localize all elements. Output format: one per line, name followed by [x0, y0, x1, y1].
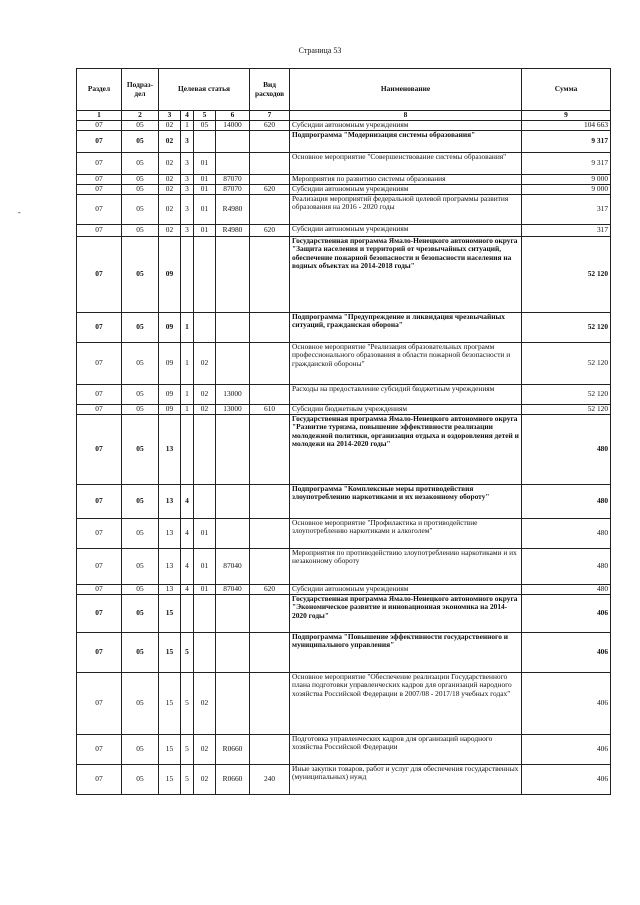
row-razdel: 07 — [77, 734, 122, 764]
row-razdel: 07 — [77, 312, 122, 342]
row-vid — [250, 174, 290, 184]
row-cel-2: 3 — [181, 174, 194, 184]
row-cel-1: 02 — [159, 184, 181, 194]
row-razdel: 07 — [77, 152, 122, 174]
row-cel-4 — [216, 342, 250, 384]
row-razdel: 07 — [77, 672, 122, 734]
row-cel-2: 3 — [181, 194, 194, 224]
row-cel-4: 87070 — [216, 184, 250, 194]
header-row — [77, 69, 611, 111]
row-cel-4: 13000 — [216, 404, 250, 414]
row-cel-1: 13 — [159, 584, 181, 594]
row-vid — [250, 152, 290, 174]
budget-table — [76, 68, 611, 795]
row-vid — [250, 632, 290, 672]
row-cel-1: 02 — [159, 224, 181, 236]
table-row — [77, 194, 611, 224]
row-podrazdel: 05 — [122, 518, 159, 548]
row-vid — [250, 384, 290, 404]
row-podrazdel: 05 — [122, 152, 159, 174]
row-razdel: 07 — [77, 404, 122, 414]
row-cel-4 — [216, 672, 250, 734]
row-vid — [250, 518, 290, 548]
row-name: Мероприятия по противодействию злоупотреблению наркотиками и их незаконному обороту — [290, 548, 522, 584]
row-name: Подпрограмма "Модернизация системы образования" — [290, 130, 522, 152]
row-cel-4: R0660 — [216, 764, 250, 794]
col-number: 5 — [194, 111, 216, 121]
header-razdel: Раздел — [77, 69, 122, 111]
row-vid — [250, 548, 290, 584]
row-cel-3: 01 — [194, 224, 216, 236]
row-podrazdel: 05 — [122, 130, 159, 152]
row-cel-3 — [194, 484, 216, 518]
table-row — [77, 384, 611, 404]
row-cel-3: 02 — [194, 342, 216, 384]
row-razdel: 07 — [77, 584, 122, 594]
row-cel-3 — [194, 414, 216, 484]
row-vid: 610 — [250, 404, 290, 414]
row-cel-1: 13 — [159, 548, 181, 584]
col-number: 2 — [122, 111, 159, 121]
row-razdel: 07 — [77, 764, 122, 794]
row-name: Субсидии автономным учреждениям — [290, 224, 522, 236]
row-sum: 104 663 — [522, 120, 611, 130]
table-row — [77, 312, 611, 342]
row-cel-4: 14000 — [216, 120, 250, 130]
table-row — [77, 594, 611, 632]
row-podrazdel: 05 — [122, 174, 159, 184]
row-vid: 620 — [250, 224, 290, 236]
row-name: Подпрограмма "Предупреждение и ликвидация чрезвычайных ситуаций, гражданская оборона" — [290, 312, 522, 342]
row-cel-2: 3 — [181, 224, 194, 236]
row-name: Субсидии автономным учреждениям — [290, 584, 522, 594]
table-row — [77, 120, 611, 130]
row-cel-2: 1 — [181, 342, 194, 384]
row-name: Основное мероприятие "Обеспечение реализации Государственного плана подготовки управленческих кадров для организаций народного хозяйства Российской Федерации в 2007/08 - 2017/18 учебных годах" — [290, 672, 522, 734]
row-cel-3 — [194, 130, 216, 152]
table-row — [77, 404, 611, 414]
row-cel-4: R4980 — [216, 224, 250, 236]
row-cel-2: 5 — [181, 734, 194, 764]
row-name: Субсидии автономным учреждениям — [290, 184, 522, 194]
row-cel-4 — [216, 632, 250, 672]
row-cel-1: 02 — [159, 152, 181, 174]
row-razdel: 07 — [77, 184, 122, 194]
row-name: Подпрограмма "Комплексные меры противодействия злоупотреблению наркотиками и их незаконному обороту" — [290, 484, 522, 518]
row-cel-2: 1 — [181, 312, 194, 342]
row-cel-2: 3 — [181, 130, 194, 152]
row-name: Подпрограмма "Повышение эффективности государственного и муниципального управления" — [290, 632, 522, 672]
row-podrazdel: 05 — [122, 484, 159, 518]
row-sum: 406 — [522, 734, 611, 764]
row-cel-1: 09 — [159, 312, 181, 342]
row-name: Субсидии автономным учреждениям — [290, 120, 522, 130]
table-row — [77, 672, 611, 734]
row-sum: 52 120 — [522, 342, 611, 384]
row-razdel: 07 — [77, 194, 122, 224]
table-row — [77, 236, 611, 312]
row-cel-4 — [216, 130, 250, 152]
row-cel-1: 15 — [159, 672, 181, 734]
row-name: Государственная программа Ямало-Ненецкого автономного округа "Экономическое развитие и инновационная экономика на 2014-2020 годы" — [290, 594, 522, 632]
row-cel-4: 13000 — [216, 384, 250, 404]
row-cel-4: R4980 — [216, 194, 250, 224]
row-sum: 9 317 — [522, 152, 611, 174]
row-cel-1: 02 — [159, 194, 181, 224]
col-number: 7 — [250, 111, 290, 121]
row-cel-1: 13 — [159, 484, 181, 518]
row-name: Расходы на предоставление субсидий бюджетным учреждениям — [290, 384, 522, 404]
table-row — [77, 152, 611, 174]
row-vid — [250, 194, 290, 224]
table-row — [77, 734, 611, 764]
row-cel-1: 09 — [159, 404, 181, 414]
row-razdel: 07 — [77, 342, 122, 384]
row-cel-2: 5 — [181, 632, 194, 672]
row-podrazdel: 05 — [122, 384, 159, 404]
row-cel-1: 13 — [159, 518, 181, 548]
col-number: 6 — [216, 111, 250, 121]
row-podrazdel: 05 — [122, 120, 159, 130]
row-podrazdel: 05 — [122, 184, 159, 194]
row-sum: 480 — [522, 414, 611, 484]
row-podrazdel: 05 — [122, 594, 159, 632]
row-cel-2: 3 — [181, 152, 194, 174]
row-cel-4 — [216, 518, 250, 548]
row-name: Основное мероприятие "Реализация образовательных программ профессионального образования в области пожарной безопасности и гражданской обороны" — [290, 342, 522, 384]
row-cel-4 — [216, 236, 250, 312]
row-podrazdel: 05 — [122, 194, 159, 224]
table-row — [77, 174, 611, 184]
header-name: Наименование — [290, 69, 522, 111]
row-cel-3: 02 — [194, 384, 216, 404]
row-sum: 52 120 — [522, 404, 611, 414]
row-razdel: 07 — [77, 174, 122, 184]
row-vid — [250, 130, 290, 152]
row-vid — [250, 594, 290, 632]
row-cel-2: 4 — [181, 584, 194, 594]
row-cel-3 — [194, 312, 216, 342]
row-name: Мероприятия по развитию системы образования — [290, 174, 522, 184]
row-cel-3: 02 — [194, 404, 216, 414]
row-name: Подготовка управленческих кадров для организаций народного хозяйства Российской Федерации — [290, 734, 522, 764]
row-name: Государственная программа Ямало-Ненецкого автономного округа "Развитие туризма, повышение эффективности реализации молодежной политики, организация отдыха и оздоровления детей и молодежи на 2014-2020 годы" — [290, 414, 522, 484]
row-sum: 480 — [522, 584, 611, 594]
row-sum: 9 000 — [522, 184, 611, 194]
row-sum: 480 — [522, 484, 611, 518]
row-cel-3: 01 — [194, 184, 216, 194]
row-podrazdel: 05 — [122, 632, 159, 672]
row-cel-2: 1 — [181, 404, 194, 414]
col-number: 9 — [522, 111, 611, 121]
row-podrazdel: 05 — [122, 584, 159, 594]
col-number: 3 — [159, 111, 181, 121]
row-vid — [250, 312, 290, 342]
row-cel-1: 02 — [159, 174, 181, 184]
row-name: Государственная программа Ямало-Ненецкого автономного округа "Защита населения и территорий от чрезвычайных ситуаций, обеспечение пожарной безопасности и безопасности населения на водных объектах на 2014-2018 годы" — [290, 236, 522, 312]
header-podrazdel: Подраз-дел — [122, 69, 159, 111]
row-cel-2: 4 — [181, 484, 194, 518]
row-cel-2: 5 — [181, 672, 194, 734]
row-cel-1: 02 — [159, 130, 181, 152]
row-razdel: 07 — [77, 484, 122, 518]
row-cel-1: 15 — [159, 764, 181, 794]
row-name: Реализация мероприятий федеральной целевой программы развития образования на 2016 - 2020 годы — [290, 194, 522, 224]
row-cel-3 — [194, 236, 216, 312]
row-podrazdel: 05 — [122, 236, 159, 312]
row-podrazdel: 05 — [122, 312, 159, 342]
row-sum: 9 317 — [522, 130, 611, 152]
row-cel-4: R0660 — [216, 734, 250, 764]
row-cel-1: 09 — [159, 384, 181, 404]
table-row — [77, 584, 611, 594]
row-vid — [250, 672, 290, 734]
row-vid: 620 — [250, 120, 290, 130]
table-row — [77, 184, 611, 194]
row-name: Иные закупки товаров, работ и услуг для обеспечения государственных (муниципальных) нужд — [290, 764, 522, 794]
row-cel-3: 01 — [194, 548, 216, 584]
row-cel-2: 4 — [181, 548, 194, 584]
row-cel-4: 87070 — [216, 174, 250, 184]
row-cel-3: 01 — [194, 174, 216, 184]
row-sum: 406 — [522, 672, 611, 734]
row-cel-3: 02 — [194, 734, 216, 764]
row-cel-4 — [216, 484, 250, 518]
row-razdel: 07 — [77, 236, 122, 312]
row-vid — [250, 414, 290, 484]
margin-mark: - — [18, 208, 21, 217]
row-sum: 406 — [522, 632, 611, 672]
row-cel-2 — [181, 414, 194, 484]
row-cel-4 — [216, 152, 250, 174]
row-podrazdel: 05 — [122, 414, 159, 484]
row-cel-4: 87040 — [216, 548, 250, 584]
row-cel-2 — [181, 236, 194, 312]
row-cel-3: 05 — [194, 120, 216, 130]
row-vid: 240 — [250, 764, 290, 794]
row-sum: 52 120 — [522, 312, 611, 342]
row-sum: 317 — [522, 194, 611, 224]
row-sum: 9 000 — [522, 174, 611, 184]
row-cel-2: 3 — [181, 184, 194, 194]
row-razdel: 07 — [77, 632, 122, 672]
page-number-label: Страница 53 — [298, 46, 342, 55]
row-name: Субсидии бюджетным учреждениям — [290, 404, 522, 414]
row-cel-4 — [216, 414, 250, 484]
row-cel-1: 15 — [159, 632, 181, 672]
row-razdel: 07 — [77, 120, 122, 130]
row-cel-3: 01 — [194, 152, 216, 174]
header-celevaya: Целевая статья — [159, 69, 250, 111]
header-summa: Сумма — [522, 69, 611, 111]
column-number-row — [77, 111, 611, 121]
row-cel-4: 87040 — [216, 584, 250, 594]
row-cel-4 — [216, 312, 250, 342]
row-cel-2: 1 — [181, 384, 194, 404]
row-cel-2: 4 — [181, 518, 194, 548]
row-cel-3: 02 — [194, 672, 216, 734]
row-podrazdel: 05 — [122, 734, 159, 764]
table-row — [77, 342, 611, 384]
row-sum: 406 — [522, 764, 611, 794]
row-sum: 52 120 — [522, 384, 611, 404]
row-cel-2: 1 — [181, 120, 194, 130]
row-razdel: 07 — [77, 414, 122, 484]
row-cel-3: 01 — [194, 194, 216, 224]
row-vid — [250, 236, 290, 312]
row-cel-1: 15 — [159, 594, 181, 632]
row-name: Основное мероприятие "Совершенствование системы образования" — [290, 152, 522, 174]
row-podrazdel: 05 — [122, 548, 159, 584]
row-cel-3: 01 — [194, 584, 216, 594]
row-sum: 406 — [522, 594, 611, 632]
row-vid — [250, 734, 290, 764]
row-sum: 480 — [522, 548, 611, 584]
table-row — [77, 414, 611, 484]
row-vid — [250, 342, 290, 384]
row-cel-3: 01 — [194, 518, 216, 548]
table-row — [77, 548, 611, 584]
table-row — [77, 130, 611, 152]
row-razdel: 07 — [77, 594, 122, 632]
row-cel-1: 02 — [159, 120, 181, 130]
row-razdel: 07 — [77, 384, 122, 404]
row-podrazdel: 05 — [122, 764, 159, 794]
row-podrazdel: 05 — [122, 672, 159, 734]
row-podrazdel: 05 — [122, 404, 159, 414]
row-sum: 480 — [522, 518, 611, 548]
row-sum: 317 — [522, 224, 611, 236]
row-podrazdel: 05 — [122, 224, 159, 236]
col-number: 1 — [77, 111, 122, 121]
row-vid: 620 — [250, 584, 290, 594]
row-cel-1: 15 — [159, 734, 181, 764]
row-vid — [250, 484, 290, 518]
row-name: Основное мероприятие "Профилактика и противодействие злоупотреблению наркотиками и алкоголем" — [290, 518, 522, 548]
row-cel-2 — [181, 594, 194, 632]
row-sum: 52 120 — [522, 236, 611, 312]
row-cel-1: 13 — [159, 414, 181, 484]
row-cel-3 — [194, 632, 216, 672]
col-number: 8 — [290, 111, 522, 121]
row-cel-2: 5 — [181, 764, 194, 794]
row-razdel: 07 — [77, 224, 122, 236]
row-cel-3: 02 — [194, 764, 216, 794]
table-row — [77, 224, 611, 236]
row-razdel: 07 — [77, 548, 122, 584]
row-cel-3 — [194, 594, 216, 632]
table-row — [77, 484, 611, 518]
row-vid: 620 — [250, 184, 290, 194]
header-vid: Вид расходов — [250, 69, 290, 111]
table-row — [77, 518, 611, 548]
table-body — [77, 120, 611, 794]
col-number: 4 — [181, 111, 194, 121]
row-podrazdel: 05 — [122, 342, 159, 384]
row-razdel: 07 — [77, 130, 122, 152]
table-row — [77, 764, 611, 794]
row-cel-1: 09 — [159, 236, 181, 312]
row-cel-1: 09 — [159, 342, 181, 384]
row-razdel: 07 — [77, 518, 122, 548]
table-row — [77, 632, 611, 672]
row-cel-4 — [216, 594, 250, 632]
